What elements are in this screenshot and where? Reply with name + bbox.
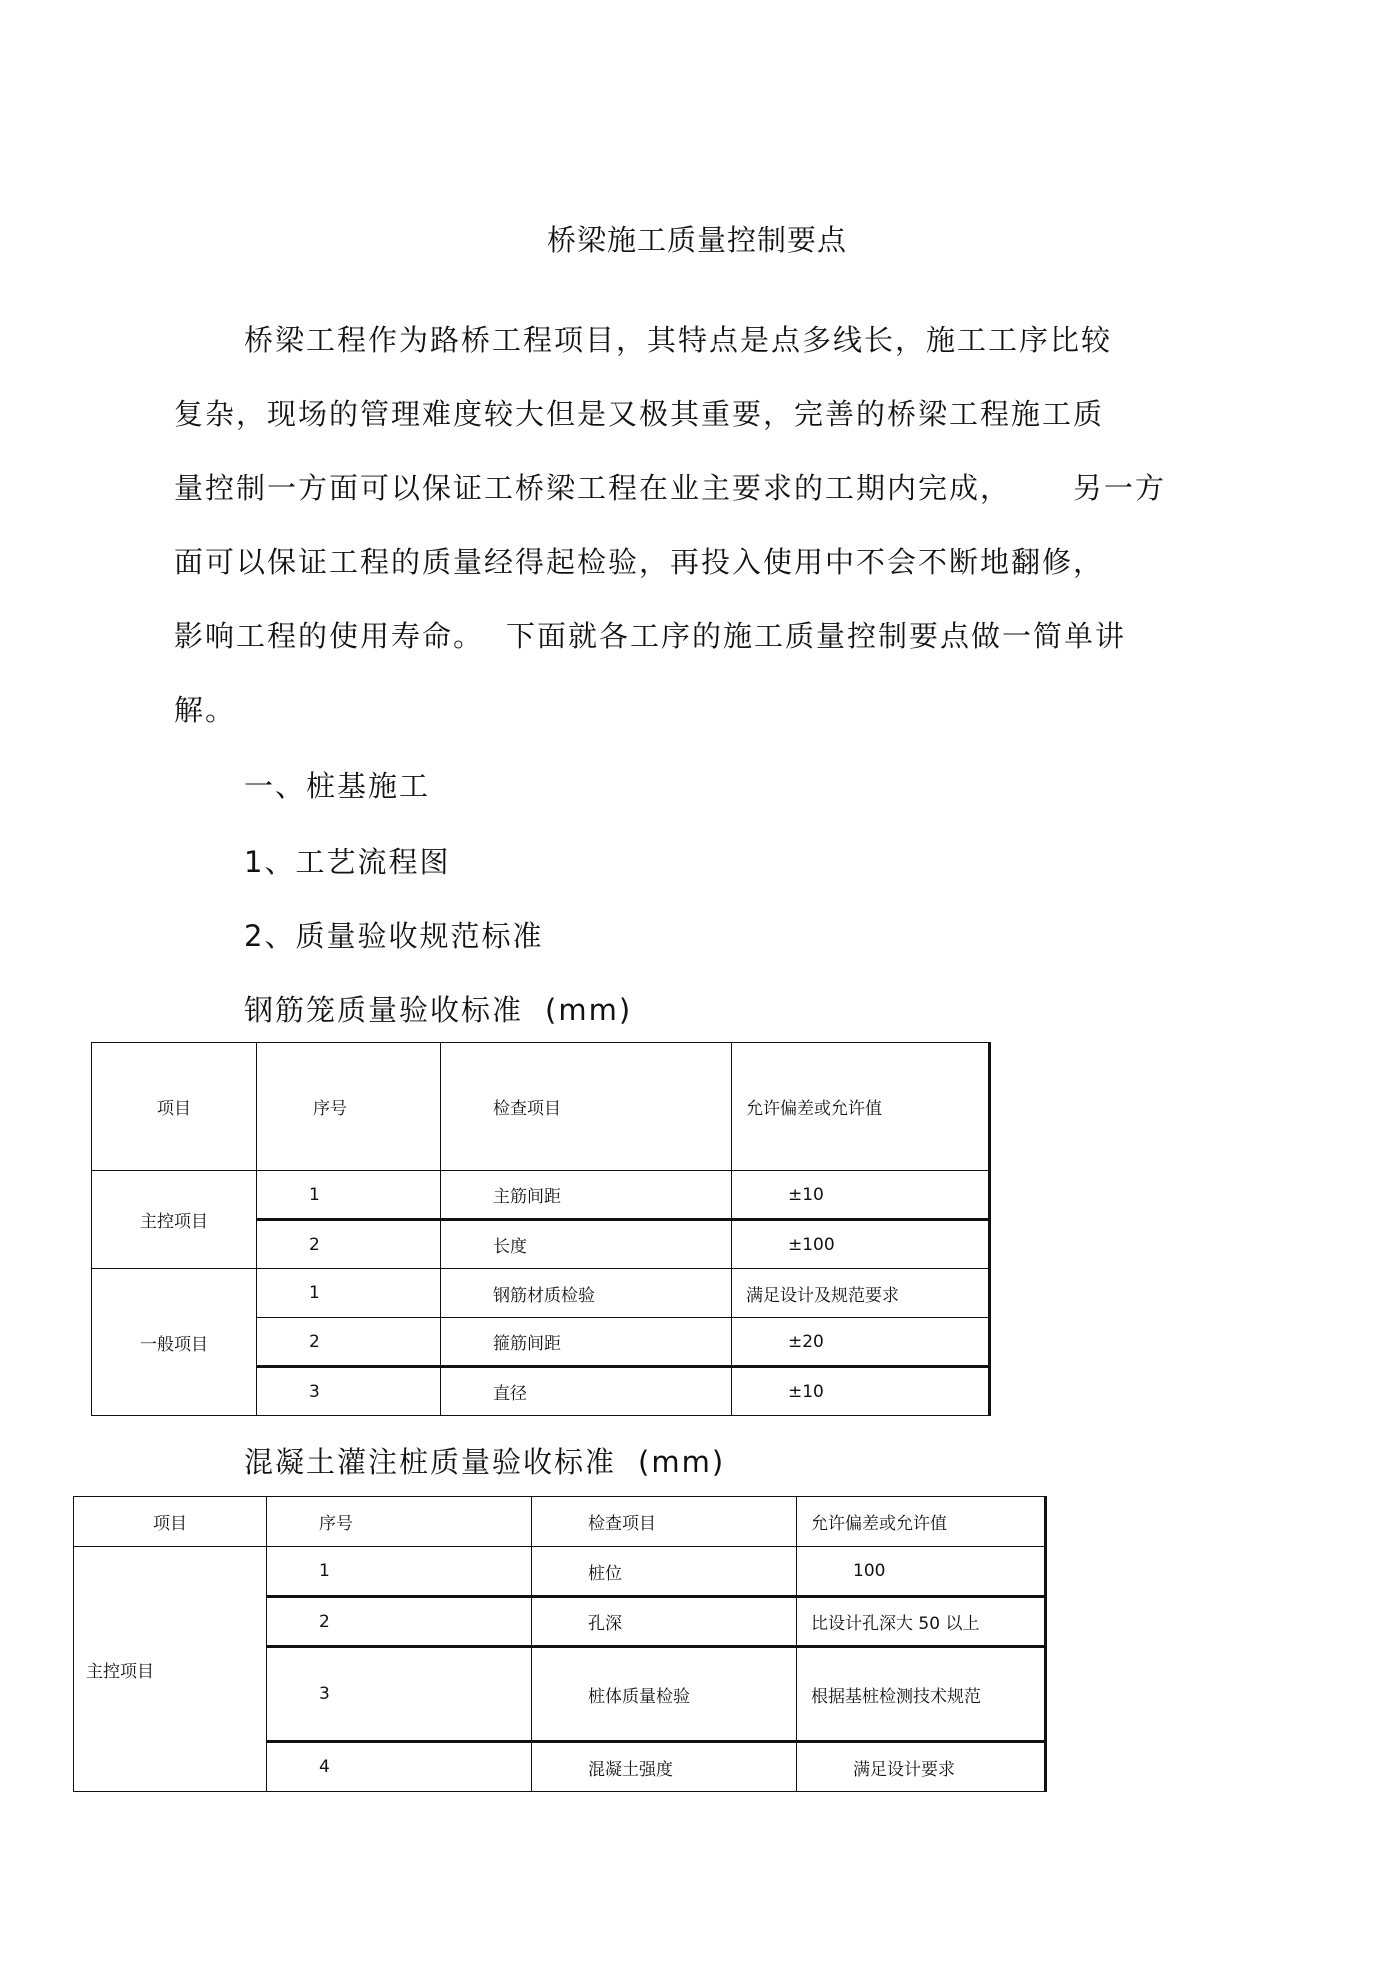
intro-line-5-part-a: 影响工程的使用寿命。 bbox=[174, 619, 485, 653]
intro-line-5 bbox=[174, 614, 1126, 655]
intro-line-2: 复杂，现场的管理难度较大但是又极其重要，完善的桥梁工程施工质 bbox=[174, 397, 1105, 431]
item-heading-standards: 2、质量验收规范标准 bbox=[244, 919, 544, 953]
page-title: 桥梁施工质量控制要点 bbox=[546, 223, 847, 257]
table-header-row bbox=[74, 1497, 1046, 1547]
intro-line-1: 桥梁工程作为路桥工程项目，其特点是点多线长，施工工序比较 bbox=[244, 323, 1113, 357]
rebar-cage-table bbox=[91, 1042, 991, 1416]
row-item: 主筋间距 bbox=[441, 1171, 732, 1220]
row-item: 钢筋材质检验 bbox=[441, 1269, 732, 1318]
row-no: 1 bbox=[257, 1171, 441, 1220]
row-item: 桩位 bbox=[532, 1547, 797, 1597]
section-heading-pile: 一、桩基施工 bbox=[244, 769, 431, 803]
table-row bbox=[92, 1171, 990, 1220]
intro-line-4: 面可以保证工程的质量经得起检验，再投入使用中不会不断地翻修， bbox=[174, 545, 1105, 579]
intro-line-3-part-b: 另一方 bbox=[1073, 471, 1167, 505]
header-cell: 序号 bbox=[257, 1043, 441, 1171]
table2-caption bbox=[244, 1440, 725, 1481]
row-item: 直径 bbox=[441, 1367, 732, 1416]
intro-line-3 bbox=[174, 466, 1166, 507]
row-no: 2 bbox=[267, 1597, 532, 1647]
row-value: 满足设计及规范要求 bbox=[732, 1269, 990, 1318]
table2-caption-text: 混凝土灌注桩质量验收标准 bbox=[244, 1445, 617, 1479]
row-value: 根据基桩检测技术规范 bbox=[797, 1647, 1046, 1742]
row-no: 2 bbox=[257, 1318, 441, 1367]
header-cell: 项目 bbox=[74, 1497, 267, 1547]
row-item: 长度 bbox=[441, 1220, 732, 1269]
table1-caption-text: 钢筋笼质量验收标准 bbox=[244, 993, 524, 1027]
row-value: ±20 bbox=[732, 1318, 990, 1367]
table-header-row bbox=[92, 1043, 990, 1171]
intro-line-5-part-b: 下面就各工序的施工质量控制要点做一简单讲 bbox=[506, 619, 1127, 653]
row-value: ±100 bbox=[732, 1220, 990, 1269]
header-cell: 序号 bbox=[267, 1497, 532, 1547]
item-heading-flowchart: 1、工艺流程图 bbox=[244, 845, 451, 879]
header-cell: 允许偏差或允许值 bbox=[797, 1497, 1046, 1547]
row-value: ±10 bbox=[732, 1171, 990, 1220]
row-no: 1 bbox=[267, 1547, 532, 1597]
row-no: 1 bbox=[257, 1269, 441, 1318]
table-row bbox=[92, 1269, 990, 1318]
row-item: 孔深 bbox=[532, 1597, 797, 1647]
header-cell: 允许偏差或允许值 bbox=[732, 1043, 990, 1171]
row-value: 100 bbox=[797, 1547, 1046, 1597]
row-no: 2 bbox=[257, 1220, 441, 1269]
group-cell-main: 主控项目 bbox=[74, 1547, 267, 1792]
row-no: 4 bbox=[267, 1742, 532, 1792]
row-item: 桩体质量检验 bbox=[532, 1647, 797, 1742]
intro-line-6: 解。 bbox=[174, 693, 237, 727]
header-cell: 项目 bbox=[92, 1043, 257, 1171]
table1-caption bbox=[244, 988, 632, 1029]
header-cell: 检查项目 bbox=[441, 1043, 732, 1171]
group-cell-main: 主控项目 bbox=[92, 1171, 257, 1269]
table2-caption-unit: (mm) bbox=[638, 1445, 726, 1479]
row-item: 混凝土强度 bbox=[532, 1742, 797, 1792]
group-cell-general: 一般项目 bbox=[92, 1269, 257, 1416]
header-cell: 检查项目 bbox=[532, 1497, 797, 1547]
table-row bbox=[74, 1547, 1046, 1597]
intro-line-3-part-a: 量控制一方面可以保证工桥梁工程在业主要求的工期内完成， bbox=[174, 471, 1012, 505]
row-no: 3 bbox=[267, 1647, 532, 1742]
row-value: ±10 bbox=[732, 1367, 990, 1416]
pile-table bbox=[73, 1496, 1047, 1792]
row-no: 3 bbox=[257, 1367, 441, 1416]
table1-caption-unit: (mm) bbox=[545, 993, 633, 1027]
row-value: 比设计孔深大 50 以上 bbox=[797, 1597, 1046, 1647]
row-item: 箍筋间距 bbox=[441, 1318, 732, 1367]
row-value: 满足设计要求 bbox=[797, 1742, 1046, 1792]
